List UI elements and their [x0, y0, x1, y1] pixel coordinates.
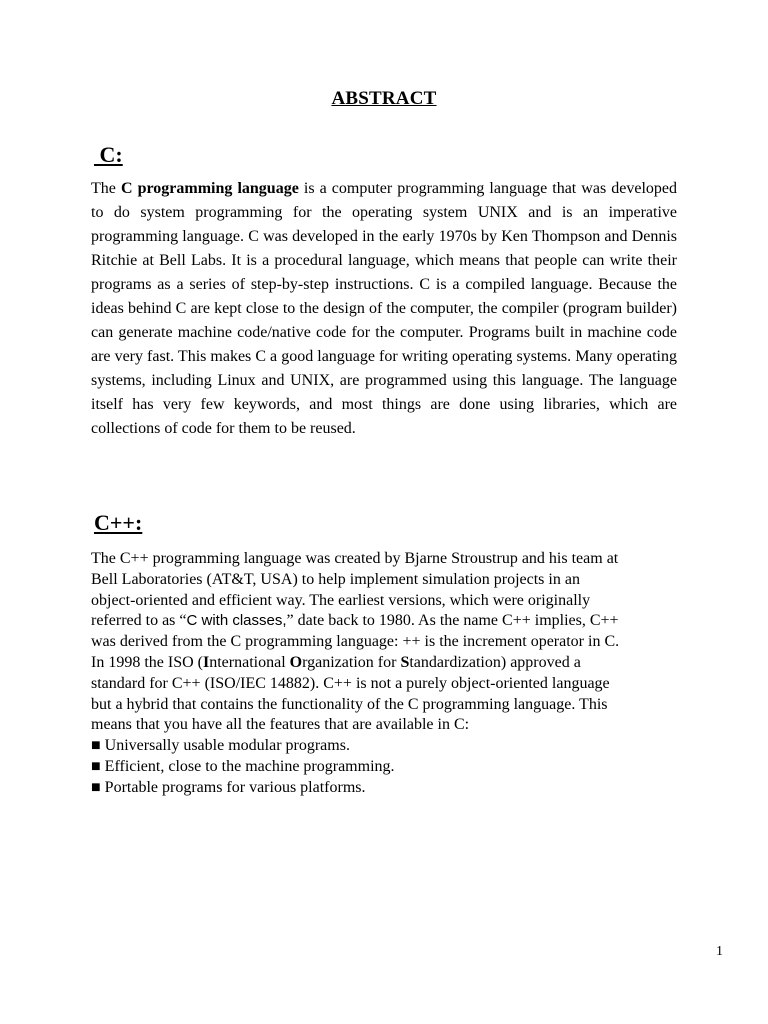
section-heading-cpp: C++:: [94, 510, 143, 535]
list-item: [91, 757, 691, 778]
paragraph-cpp-line: The C++ programming language was created by Bjarne Stroustrup and his team at: [91, 550, 619, 567]
bullet-square-icon: ■: [91, 757, 101, 775]
line4-pre: referred to as “: [91, 612, 187, 630]
paragraph-cpp-line: object-oriented and efficient way. The earliest versions, which were originally: [91, 591, 591, 609]
paragraph-cpp-line: standard for C++ (ISO/IEC 14882). C++ is not a purely object-oriented language: [91, 674, 610, 692]
line6-bold-letter: S: [400, 653, 410, 671]
line4-post: ” date back to 1980. As the name C++ implies, C++: [286, 612, 619, 630]
paragraph-cpp-line: was derived from the C programming language: ++ is the increment operator in C.: [91, 633, 620, 651]
line6-part: rganization for: [302, 653, 401, 671]
abstract-title: ABSTRACT: [331, 88, 437, 109]
line4-mono-term: C with classes,: [186, 612, 287, 630]
list-item-text: Universally usable modular programs.: [104, 737, 350, 755]
list-item: [91, 736, 691, 757]
line6-part: nternational: [209, 653, 290, 671]
paragraph-cpp-line: [91, 653, 691, 674]
paragraph-cpp-line: Bell Laboratories (AT&T, USA) to help implement simulation projects in an: [91, 570, 580, 588]
bullet-square-icon: ■: [91, 778, 101, 796]
line6-part: tandardization) approved a: [409, 653, 581, 671]
list-item-text: Efficient, close to the machine programming.: [104, 757, 395, 775]
paragraph-c-bold-term: C programming language: [120, 180, 299, 197]
line6-part: In 1998 the ISO (: [91, 653, 203, 671]
page-number: 1: [716, 944, 723, 959]
line6-bold-letter: I: [202, 653, 210, 671]
paragraph-c-intro: The: [91, 180, 121, 197]
feature-list: [91, 736, 691, 798]
paragraph-cpp-line: but a hybrid that contains the functionality of the C programming language. This: [91, 695, 608, 713]
paragraph-cpp-line: means that you have all the features that are available in C:: [91, 716, 470, 734]
section-heading-c: C:: [94, 142, 123, 167]
paragraph-cpp-line: [91, 611, 691, 632]
list-item-text: Portable programs for various platforms.: [104, 778, 366, 796]
list-item: [91, 778, 691, 799]
paragraph-c: [91, 177, 677, 441]
bullet-square-icon: ■: [91, 737, 101, 755]
paragraph-cpp: [91, 549, 691, 799]
line6-bold-letter: O: [289, 653, 303, 671]
paragraph-c-body: is a computer programming language that was developed to do system programming for the operating system UNIX and is an imperative programming language. C was developed in the early 1970s by Ken Thompson and Dennis Ritchie at Bell Labs. It is a procedural language, which means that people can write their programs as a series of step-by-step instructions. C is a compiled language. Because the ideas behind C are kept close to the design of the computer, the compiler (program builder) can generate machine code/native code for the computer. Programs built in machine code are very fast. This makes C a good language for writing operating systems. Many operating systems, including Linux and UNIX, are programmed using this language. The language itself has very few keywords, and most things are done using libraries, which are collections of code for them to be reused.: [91, 180, 678, 437]
